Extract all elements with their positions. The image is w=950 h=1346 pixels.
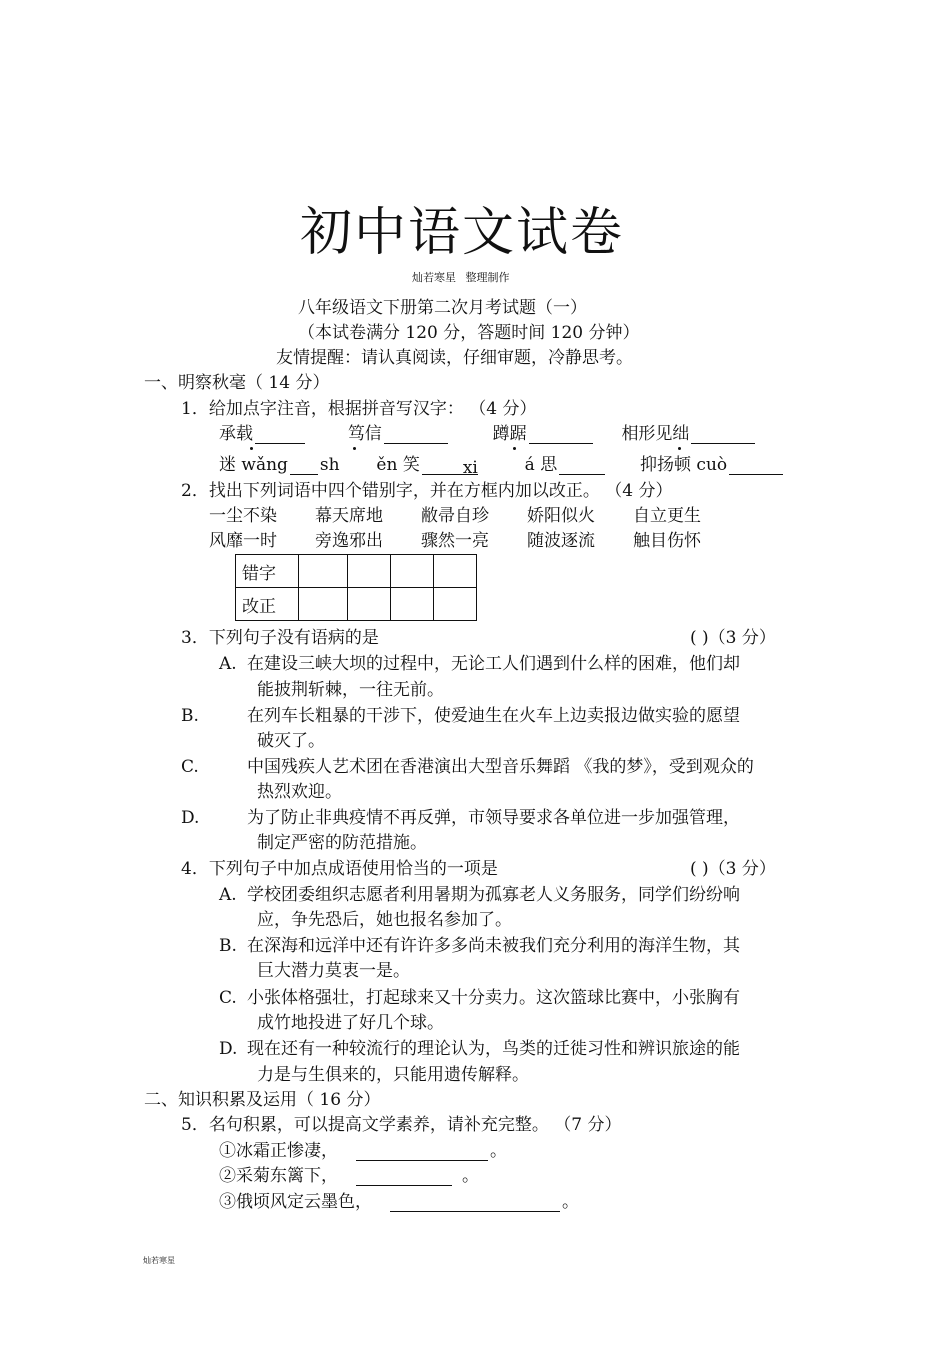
answer-cell[interactable]	[434, 555, 477, 588]
answer-cell[interactable]	[391, 588, 434, 621]
word-item: 幕天席地	[315, 506, 383, 526]
option-label: C.	[181, 757, 199, 777]
answer-blank[interactable]	[559, 458, 605, 475]
option-text: 应，争先恐后，她也报名参加了。	[257, 910, 512, 930]
punctuation: 。	[462, 1166, 479, 1186]
option-text: 巨大潜力莫衷一是。	[257, 961, 410, 981]
answer-cell[interactable]	[391, 555, 434, 588]
punctuation: 。	[562, 1192, 579, 1212]
option-label: B.	[219, 936, 237, 956]
answer-cell[interactable]	[299, 588, 348, 621]
word-item: 一尘不染	[209, 506, 277, 526]
option-label: A.	[219, 885, 237, 905]
option-text: 能披荆斩棘，一往无前。	[257, 680, 444, 700]
word-item: 笃信	[347, 424, 382, 444]
emphasis-dot	[353, 447, 356, 450]
option-text: 力是与生俱来的，只能用遗传解释。	[257, 1065, 529, 1085]
answer-blank[interactable]	[356, 1144, 488, 1161]
word-item: 风靡一时	[209, 531, 277, 551]
section-heading: 二、知识积累及运用（ 16 分）	[144, 1090, 381, 1110]
poem-line	[219, 1141, 507, 1161]
answer-bracket[interactable]: ( )（3 分）	[690, 628, 776, 648]
question-prompt: 5．名句积累，可以提高文学素养，请补充完整。 （7 分）	[181, 1115, 622, 1135]
exam-subtitle: 八年级语文下册第二次月考试题（一）	[298, 298, 587, 318]
question-prompt: 4．下列句子中加点成语使用恰当的一项是	[181, 859, 498, 879]
option-label: B.	[181, 706, 199, 726]
option-text: 学校团委组织志愿者利用暑期为孤寡老人义务服务，同学们纷纷响	[247, 885, 740, 905]
poem-text: ①冰霜正惨凄，	[219, 1141, 338, 1161]
pinyin-item: sh	[319, 455, 340, 475]
option-text: 制定严密的防范措施。	[257, 833, 427, 853]
table-row-label: 错字	[236, 555, 299, 588]
pinyin-row-1	[219, 424, 757, 444]
answer-blank[interactable]	[422, 458, 478, 478]
pinyin-item: ěn 笑	[376, 455, 420, 475]
exam-info: （本试卷满分 120 分，答题时间 120 分钟）	[298, 323, 640, 343]
word-row-1	[209, 506, 701, 526]
word-item: 自立更生	[633, 506, 701, 526]
poem-line	[219, 1166, 479, 1186]
correction-table	[235, 554, 477, 621]
option-text: 在建设三峡大坝的过程中，无论工人们遇到什么样的困难，他们却	[247, 654, 740, 674]
pinyin-item: 抑扬顿 cuò	[640, 455, 728, 475]
section-heading: 一、明察秋毫（ 14 分）	[144, 373, 330, 393]
option-text: 成竹地投进了好几个球。	[257, 1013, 444, 1033]
answer-cell[interactable]	[434, 588, 477, 621]
answer-blank[interactable]	[255, 427, 305, 444]
answer-blank[interactable]	[691, 427, 755, 444]
word-item: 娇阳似火	[527, 506, 595, 526]
table-row-label: 改正	[236, 588, 299, 621]
option-label: A.	[219, 654, 237, 674]
emphasis-dot	[513, 447, 516, 450]
option-text: 中国残疾人艺术团在香港演出大型音乐舞蹈 《我的梦》，受到观众的	[247, 757, 754, 777]
answer-bracket[interactable]: ( )（3 分）	[690, 859, 776, 879]
word-item: 承载	[219, 424, 253, 444]
pinyin-item: xi	[462, 458, 478, 478]
answer-cell[interactable]	[348, 588, 391, 621]
question-prompt: 2．找出下列词语中四个错别字，并在方框内加以改正。 （4 分）	[181, 481, 673, 501]
option-text: 热烈欢迎。	[257, 782, 342, 802]
emphasis-dot	[678, 447, 681, 450]
option-label: D.	[181, 808, 200, 828]
word-item: 相形见绌	[621, 424, 690, 444]
word-item: 触目伤怀	[633, 531, 701, 551]
punctuation: 。	[490, 1141, 507, 1161]
answer-blank[interactable]	[529, 427, 593, 444]
option-text: 在列车长粗暴的干涉下，使爱迪生在火车上边卖报边做实验的愿望	[247, 706, 740, 726]
option-text: 为了防止非典疫情不再反弹，市领导要求各单位进一步加强管理，	[247, 808, 740, 828]
word-item: 旁逸邪出	[315, 531, 383, 551]
emphasis-dot	[250, 447, 253, 450]
pinyin-item: á 思	[524, 455, 558, 475]
reminder: 友情提醒：请认真阅读，仔细审题，冷静思考。	[276, 348, 633, 368]
poem-text: ②采菊东篱下，	[219, 1166, 338, 1186]
answer-blank[interactable]	[356, 1169, 452, 1186]
option-label: C.	[219, 988, 237, 1008]
answer-cell[interactable]	[299, 555, 348, 588]
footer-mark: 灿若寒星	[143, 1256, 175, 1265]
option-text: 小张体格强壮，打起球来又十分卖力。这次篮球比赛中，小张胸有	[247, 988, 740, 1008]
credit-line: 灿若寒星 整理制作	[412, 271, 510, 284]
word-item: 敝帚自珍	[421, 506, 489, 526]
word-item: 蹲踞	[492, 424, 527, 444]
option-text: 现在还有一种较流行的理论认为，鸟类的迁徙习性和辨识旅途的能	[247, 1039, 740, 1059]
option-text: 在深海和远洋中还有许许多多尚未被我们充分利用的海洋生物，其	[247, 936, 740, 956]
word-item: 随波逐流	[527, 531, 595, 551]
word-item: 骤然一亮	[421, 531, 489, 551]
answer-cell[interactable]	[348, 555, 391, 588]
poem-text: ③俄顷风定云墨色，	[219, 1192, 372, 1212]
answer-blank[interactable]	[384, 427, 448, 444]
pinyin-item: 迷 wǎng	[219, 455, 288, 475]
question-prompt: 3．下列句子没有语病的是	[181, 628, 379, 648]
word-row-2	[209, 531, 701, 551]
answer-blank[interactable]	[390, 1195, 560, 1212]
page-title: 初中语文试卷	[300, 203, 625, 263]
pinyin-row-2	[219, 455, 785, 478]
option-text: 破灭了。	[257, 731, 325, 751]
question-prompt: 1．给加点字注音，根据拼音写汉字： （4 分）	[181, 399, 537, 419]
answer-blank[interactable]	[290, 458, 318, 475]
poem-line	[219, 1192, 579, 1212]
answer-blank[interactable]	[729, 458, 783, 475]
option-label: D.	[219, 1039, 238, 1059]
